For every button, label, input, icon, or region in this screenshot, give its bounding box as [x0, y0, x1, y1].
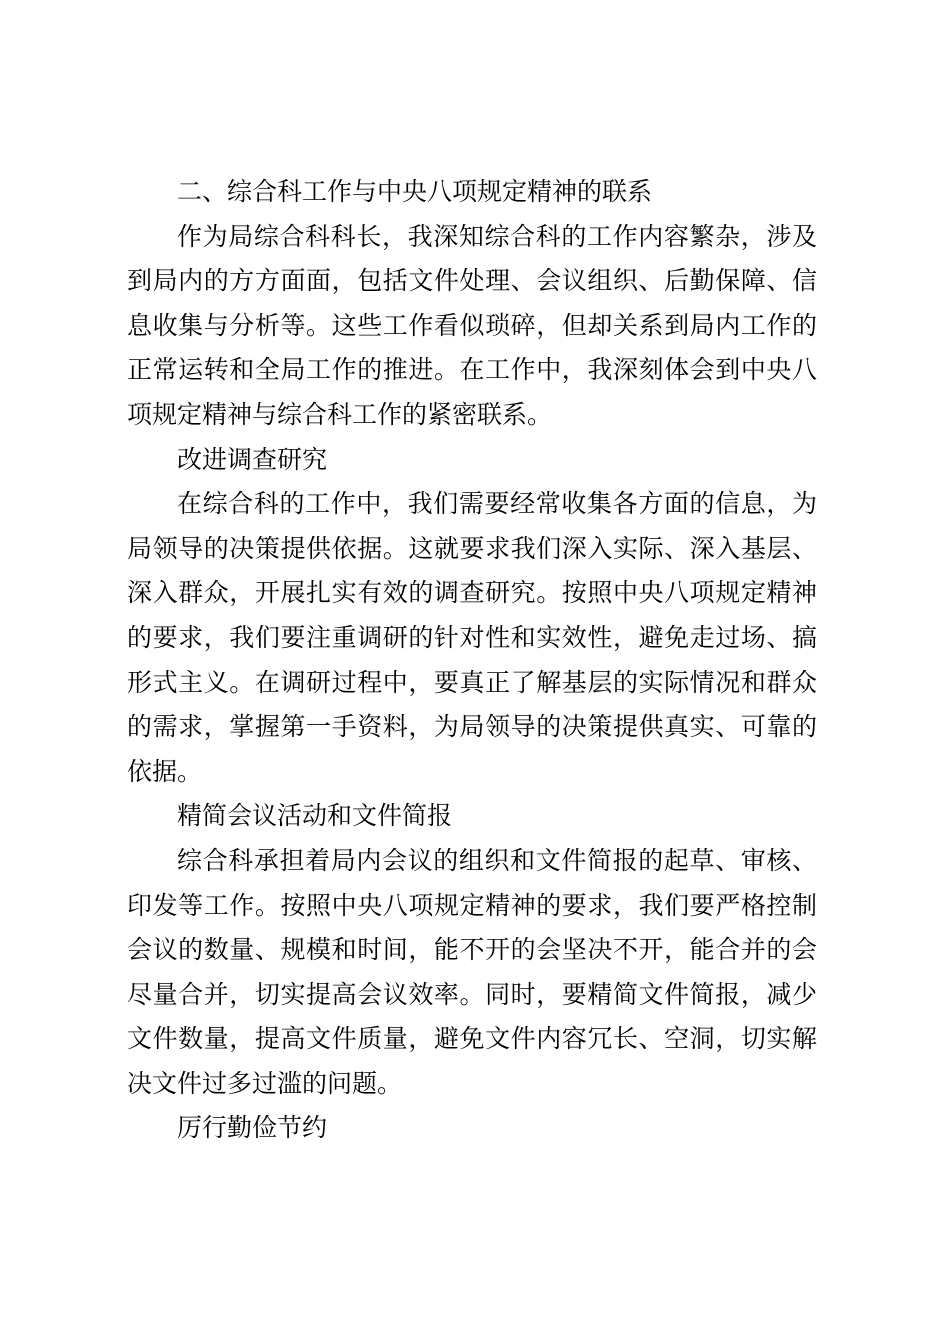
paragraph-line: 息收集与分析等。这些工作看似琐碎，但却关系到局内工作的	[127, 310, 817, 340]
paragraph-line: 项规定精神与综合科工作的紧密联系。	[127, 399, 553, 429]
paragraph-line: 深入群众，开展扎实有效的调查研究。按照中央八项规定精神	[127, 578, 817, 608]
paragraph-line: 印发等工作。按照中央八项规定精神的要求，我们要严格控制	[127, 890, 817, 920]
paragraph-line: 文件数量，提高文件质量，避免文件内容冗长、空洞，切实解	[127, 1024, 817, 1054]
subsection-heading: 厉行勤俭节约	[177, 1113, 328, 1143]
document-body	[127, 170, 817, 1151]
paragraph-line: 正常运转和全局工作的推进。在工作中，我深刻体会到中央八	[127, 355, 817, 385]
paragraph-line: 的要求，我们要注重调研的针对性和实效性，避免走过场、搞	[127, 622, 817, 652]
paragraph-line: 决文件过多过滥的问题。	[127, 1068, 403, 1098]
paragraph-line: 形式主义。在调研过程中，要真正了解基层的实际情况和群众	[127, 667, 817, 697]
paragraph-line: 会议的数量、规模和时间，能不开的会坚决不开，能合并的会	[127, 935, 817, 965]
section-heading: 二、综合科工作与中央八项规定精神的联系	[177, 177, 653, 206]
paragraph-line: 尽量合并，切实提高会议效率。同时，要精简文件简报，减少	[127, 979, 817, 1009]
paragraph-line: 在综合科的工作中，我们需要经常收集各方面的信息，为	[177, 489, 817, 519]
paragraph-line: 依据。	[127, 756, 203, 786]
subsection-heading: 改进调查研究	[177, 444, 328, 474]
paragraph-line: 的需求，掌握第一手资料，为局领导的决策提供真实、可靠的	[127, 712, 817, 742]
paragraph-line: 作为局综合科科长，我深知综合科的工作内容繁杂，涉及	[177, 221, 817, 251]
subsection-heading: 精简会议活动和文件简报	[177, 801, 453, 831]
paragraph-line: 综合科承担着局内会议的组织和文件简报的起草、审核、	[177, 845, 817, 875]
paragraph-line: 到局内的方方面面，包括文件处理、会议组织、后勤保障、信	[127, 266, 817, 296]
paragraph-line: 局领导的决策提供依据。这就要求我们深入实际、深入基层、	[127, 533, 817, 563]
